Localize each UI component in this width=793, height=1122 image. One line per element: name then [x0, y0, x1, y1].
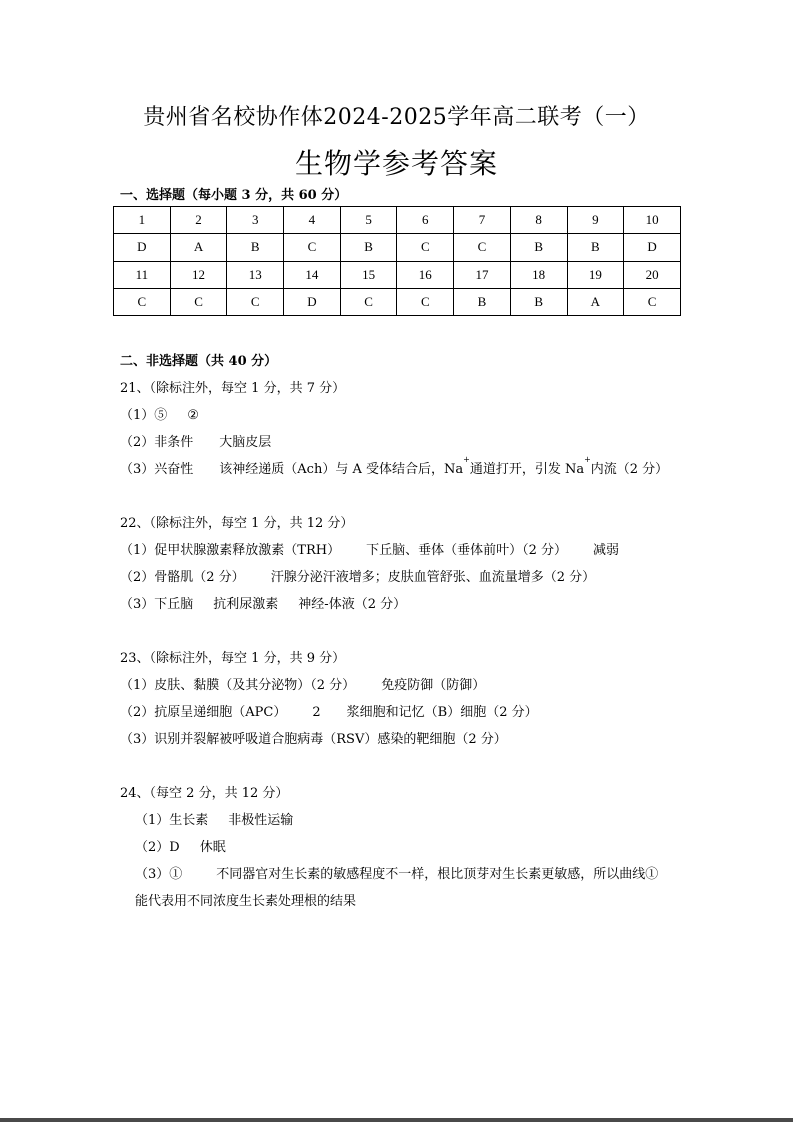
table-cell: 3	[227, 207, 284, 234]
q23-answer-2: （2）抗原呈递细胞（APC） 2 浆细胞和记忆（B）细胞（2 分）	[120, 705, 538, 720]
table-cell: D	[624, 234, 681, 261]
table-row	[114, 261, 681, 288]
table-cell: 10	[624, 207, 681, 234]
table-cell: 19	[567, 261, 624, 288]
table-cell: C	[454, 234, 511, 261]
q23-heading: 23、（除标注外，每空 1 分，共 9 分）	[120, 651, 346, 666]
table-cell: D	[114, 234, 171, 261]
q24-answer-2: （2）D 休眠	[135, 840, 226, 855]
q24-heading: 24、（每空 2 分，共 12 分）	[120, 786, 289, 801]
table-cell: C	[170, 288, 227, 315]
table-cell: C	[340, 288, 397, 315]
table-cell: B	[340, 234, 397, 261]
table-cell: 6	[397, 207, 454, 234]
table-cell: 20	[624, 261, 681, 288]
table-cell: 2	[170, 207, 227, 234]
q22-answer-1: （1）促甲状腺激素释放激素（TRH） 下丘脑、垂体（垂体前叶）（2 分） 减弱	[120, 543, 619, 558]
table-cell: C	[284, 234, 341, 261]
table-cell: B	[227, 234, 284, 261]
table-row	[114, 207, 681, 234]
q21-answer-1: （1）⑤ ②	[120, 408, 199, 423]
table-cell: C	[114, 288, 171, 315]
table-cell: 11	[114, 261, 171, 288]
q22-heading: 22、（除标注外，每空 1 分，共 12 分）	[120, 516, 354, 531]
table-cell: B	[510, 234, 567, 261]
q24-answer-3: （3）① 不同器官对生长素的敏感程度不一样，根比顶芽对生长素更敏感，所以曲线①	[135, 867, 659, 882]
q22-answer-3: （3）下丘脑 抗利尿激素 神经-体液（2 分）	[120, 597, 407, 612]
table-cell: B	[567, 234, 624, 261]
table-cell: 15	[340, 261, 397, 288]
table-cell: 9	[567, 207, 624, 234]
table-cell: 16	[397, 261, 454, 288]
table-cell: 7	[454, 207, 511, 234]
section2-heading: 二、非选择题（共 40 分）	[120, 354, 278, 369]
table-row	[114, 288, 681, 315]
table-cell: A	[567, 288, 624, 315]
q24-answer-1: （1）生长素 非极性运输	[135, 813, 294, 828]
q23-answer-1: （1）皮肤、黏膜（及其分泌物）（2 分） 免疫防御（防御）	[120, 678, 486, 693]
q21-answer-2: （2）非条件 大脑皮层	[120, 435, 272, 450]
table-cell: D	[284, 288, 341, 315]
table-cell: 18	[510, 261, 567, 288]
section1-heading: 一、选择题（每小题 3 分，共 60 分）	[120, 188, 348, 203]
q22-answer-2: （2）骨骼肌（2 分） 汗腺分泌汗液增多；皮肤血管舒张、血流量增多（2 分）	[120, 570, 596, 585]
table-cell: 17	[454, 261, 511, 288]
q24-answer-3-continued: 能代表用不同浓度生长素处理根的结果	[135, 894, 357, 909]
q21-heading: 21、（除标注外，每空 1 分，共 7 分）	[120, 381, 346, 396]
table-cell: 5	[340, 207, 397, 234]
table-cell: 13	[227, 261, 284, 288]
table-row	[114, 234, 681, 261]
q23-answer-3: （3）识别并裂解被呼吸道合胞病毒（RSV）感染的靶细胞（2 分）	[120, 732, 507, 747]
document-subtitle: 生物学参考答案	[294, 147, 498, 180]
table-cell: 12	[170, 261, 227, 288]
table-cell: B	[454, 288, 511, 315]
table-cell: A	[170, 234, 227, 261]
bottom-divider	[0, 1118, 793, 1122]
answer-table	[113, 206, 681, 316]
q21-answer-3: （3）兴奋性 该神经递质（Ach）与 A 受体结合后，Na+通道打开，引发 Na+内流（2 分）	[120, 455, 669, 477]
table-cell: C	[227, 288, 284, 315]
table-cell: 8	[510, 207, 567, 234]
table-cell: B	[510, 288, 567, 315]
table-cell: 4	[284, 207, 341, 234]
document-title: 贵州省名校协作体2024-2025学年高二联考（一）	[143, 105, 650, 130]
table-cell: C	[397, 288, 454, 315]
table-cell: C	[397, 234, 454, 261]
table-cell: C	[624, 288, 681, 315]
table-cell: 14	[284, 261, 341, 288]
table-cell: 1	[114, 207, 171, 234]
